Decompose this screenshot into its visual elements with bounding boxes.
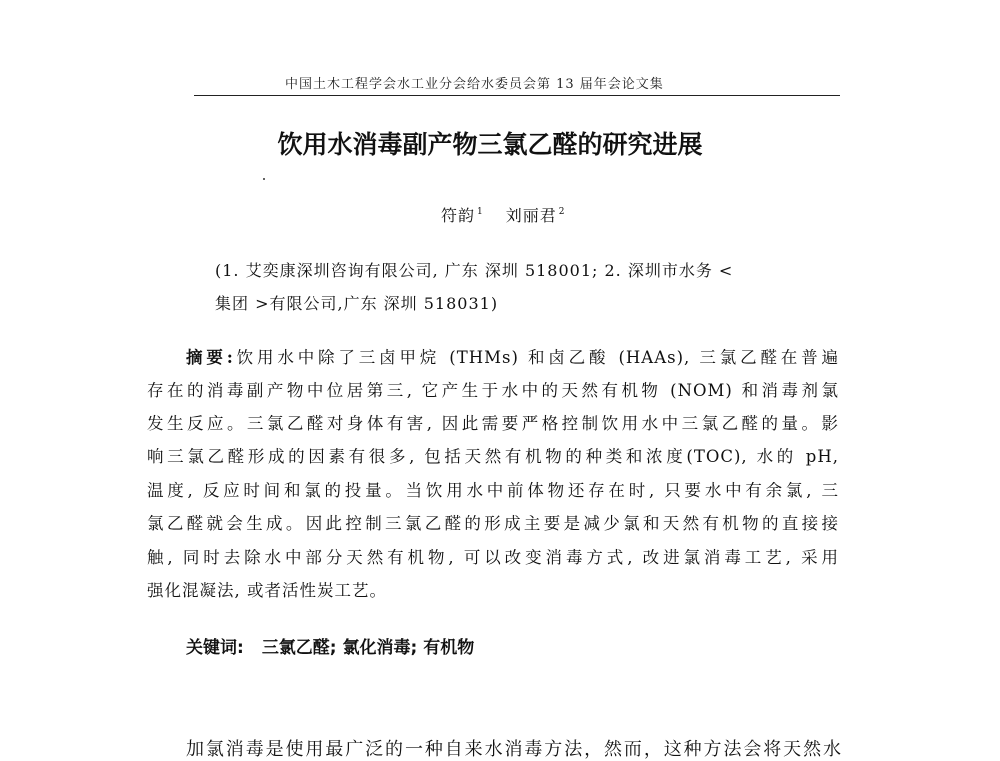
- affiliation-line-1: (1. 艾奕康深圳咨询有限公司, 广东 深圳 518001; 2. 深圳市水务 <: [215, 261, 734, 280]
- author-affiliation-marker: 2: [558, 207, 566, 217]
- abstract-line: 触, 同时去除水中部分天然有机物, 可以改变消毒方式, 改进氯消毒工艺, 采用: [147, 548, 839, 567]
- abstract-line-text: 饮用水中除了三卤甲烷 (THMs) 和卤乙酸 (HAAs), 三氯乙醛在普遍: [233, 348, 839, 367]
- abstract-line: 温度, 反应时间和氯的投量。当饮用水中前体物还存在时, 只要水中有余氯, 三: [147, 481, 839, 500]
- keywords-label: 关键词:: [186, 638, 244, 658]
- abstract-label: 摘要:: [186, 348, 234, 367]
- keywords-value: 三氯乙醛; 氯化消毒; 有机物: [261, 638, 475, 658]
- abstract-line: 响三氯乙醛形成的因素有很多, 包括天然有机物的种类和浓度(TOC), 水的 pH,: [147, 447, 839, 466]
- body-text-line: 加氯消毒是使用最广泛的一种自来水消毒方法，然而，这种方法会将天然水: [186, 739, 841, 760]
- abstract-line: 存在的消毒副产物中位居第三, 它产生于水中的天然有机物 (NOM) 和消毒剂氯: [147, 381, 839, 400]
- abstract-line: 氯乙醛就会生成。因此控制三氯乙醛的形成主要是减少氯和天然有机物的直接接: [147, 514, 839, 533]
- affiliation-line-2: 集团 >有限公司,广东 深圳 518031): [215, 294, 499, 313]
- abstract-line: 强化混凝法, 或者活性炭工艺。: [147, 581, 387, 600]
- keywords: [186, 633, 474, 658]
- author-affiliation-marker: 1: [477, 207, 484, 217]
- abstract-line: 发生反应。三氯乙醛对身体有害, 因此需要严格控制饮用水中三氯乙醛的量。影: [147, 414, 839, 433]
- header-rule: [194, 95, 840, 96]
- stray-mark: [263, 178, 265, 180]
- running-header: 中国土木工程学会水工业分会给水委员会第 13 届年会论文集: [285, 77, 664, 92]
- paper-title: 饮用水消毒副产物三氯乙醛的研究进展: [277, 130, 703, 159]
- author-name: 刘丽君: [505, 206, 557, 225]
- author-list: [441, 203, 566, 226]
- author-name: 符韵: [441, 206, 476, 225]
- abstract-line: [186, 344, 839, 368]
